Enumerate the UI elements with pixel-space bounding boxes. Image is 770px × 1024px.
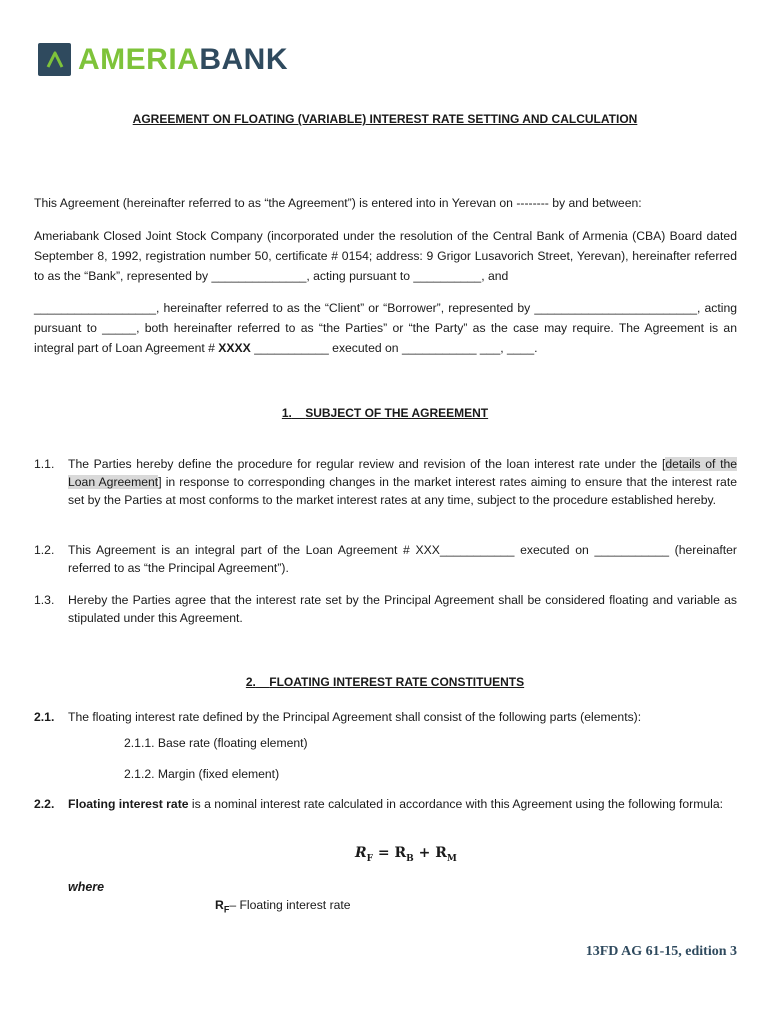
section-2-heading: 2. FLOATING INTEREST RATE CONSTITUENTS <box>245 675 525 689</box>
client-paragraph: __________________, hereinafter referred to as the “Client” or “Borrower”, represented by ________________________, acting pursuant to _____, both hereinafter referred to as “the Parties” or “the Party” as the case may require. The Agreement is an integral part of Loan Agreement # XXXX ___________ executed on ___________ ___, ____. <box>34 301 737 355</box>
ameriabank-logo <box>38 43 288 76</box>
rf-definition: $R_F-$ Floating interest rate <box>215 898 351 915</box>
clause-2-1: 2.1. The floating interest rate defined by the Principal Agreement shall consist of the following parts (elements): <box>34 710 642 724</box>
section-1-heading: 1. SUBJECT OF THE AGREEMENT <box>281 406 489 420</box>
clause-1-1: 1.1. The Parties hereby define the procedure for regular review and revision of the loan interest rate under the [details of the Loan Agreement] in response to corresponding changes in the market interest rates aiming to ensure that the interest rate set by the Parties at most conforms to the market interest rates at any time, subject to the procedure established hereby. <box>34 457 738 507</box>
clause-2-2: 2.2. Floating interest rate is a nominal interest rate calculated in accordance with this Agreement using the following formula: <box>34 797 724 811</box>
logo-mark-icon <box>38 43 71 76</box>
clause-2-1-2: 2.1.2. Margin (fixed element) <box>124 767 280 781</box>
document-title: AGREEMENT ON FLOATING (VARIABLE) INTEREST RATE SETTING AND CALCULATION <box>132 112 638 126</box>
intro-paragraph: This Agreement (hereinafter referred to as “the Agreement”) is entered into in Yerevan on -------- by and between: <box>34 196 642 210</box>
clause-2-1-1: 2.1.1. Base rate (floating element) <box>124 736 308 750</box>
document-code-footer: 13FD AG 61-15, edition 3 <box>585 944 737 959</box>
clause-1-2: 1.2. This Agreement is an integral part of the Loan Agreement # XXX___________ executed on ___________ (hereinafter referred to as “the Principal Agreement”). <box>34 543 737 575</box>
loan-agreement-number: XXXX <box>218 341 251 355</box>
logo-text: AMERIABANK <box>78 43 289 76</box>
floating-rate-formula: $R_F = R_B + R_M$ <box>355 845 457 864</box>
highlighted-placeholder: details of the Loan Agreement <box>68 457 738 489</box>
where-label: where <box>68 880 105 894</box>
bank-paragraph: Ameriabank Closed Joint Stock Company (incorporated under the resolution of the Central Bank of Armenia (CBA) Board dated September 8, 1992, registration number 50, certificate # 0154; address: 9 Grigor Lusavorich Street, Yerevan), hereinafter referred to as the “Bank”, represented by ______________, acting pursuant to __________, and <box>34 229 737 283</box>
clause-1-3: 1.3. Hereby the Parties agree that the interest rate set by the Principal Agreement shall be considered floating and variable as stipulated under this Agreement. <box>34 593 737 625</box>
